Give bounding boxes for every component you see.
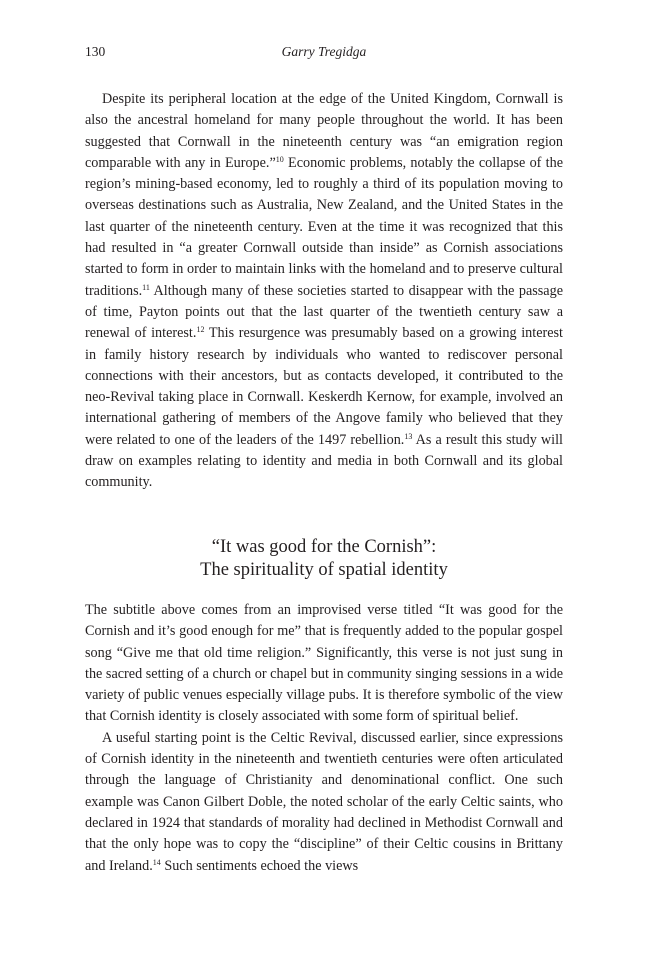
- section-heading-line1: “It was good for the Cornish”:: [211, 537, 437, 557]
- paragraph: [85, 600, 563, 728]
- section2-body: [85, 600, 563, 877]
- text-run: Despite its peripheral location at the edge of the United Kingdom, Cornwall is also the ancestral homeland for many people throughout the world. It has been suggested that Cornwall in the nineteenth century was “an emigration region comparable with any in Europe.”: [85, 91, 563, 171]
- paragraph: [85, 89, 563, 494]
- running-head: Garry Tregidga: [281, 44, 367, 59]
- footnote-ref: 12: [196, 325, 205, 335]
- text-run: The subtitle above comes from an improvised verse titled “It was good for the Cornish and it’s good enough for me” that is frequently added to the popular gospel song “Give me that old time religion.” Significantly, this verse is not just sung in the sacred setting of a church or chapel but in community singing sessions in a wide variety of public venues especially village pubs. It is therefore symbolic of the view that Cornish identity is closely associated with some form of spiritual belief.: [85, 602, 563, 725]
- paragraph: [85, 728, 563, 877]
- page-number: 130: [85, 44, 106, 59]
- footnote-ref: 10: [275, 154, 284, 164]
- text-run: Such sentiments echoed the views: [160, 857, 359, 874]
- footnote-ref: 14: [152, 857, 161, 867]
- section1-body: [85, 89, 563, 494]
- section-heading-line2: The spirituality of spatial identity: [200, 560, 448, 580]
- footnote-ref: 13: [404, 431, 413, 441]
- text-run: Although many of these societies started to disappear with the passage of time, Payton points out that the last quarter of the twentieth century saw a renewal of interest.: [85, 282, 563, 342]
- text-run: A useful starting point is the Celtic Revival, discussed earlier, since expressions of Cornish identity in the nineteenth and twentieth centuries were often articulated through the language of Christianity and denominational conflict. One such example was Canon Gilbert Doble, the noted scholar of the early Celtic saints, who declared in 1924 that standards of morality had declined in Methodist Cornwall and that the only hope was to copy the “discipline” of their Celtic cousins in Brittany and Ireland.: [85, 729, 563, 874]
- text-run: Economic problems, notably the collapse of the region’s mining-based economy, led to roughly a third of its population moving to overseas destinations such as Australia, New Zealand, and the United States in the last quarter of the nineteenth century. Even at the time it was recognized that this had resulted in “a greater Cornwall outside than inside” as Cornish associations started to form in order to maintain links with the homeland and to preserve cultural traditions.: [85, 154, 564, 299]
- text-run: As a result this study will draw on examples relating to identity and media in both Cornwall and its global community.: [85, 431, 563, 491]
- section-heading: [85, 536, 563, 582]
- text-run: This resurgence was presumably based on a growing interest in family history research by individuals who wanted to rediscover personal connections with their ancestors, but as contacts developed, it contributed to the neo-Revival taking place in Cornwall. Keskerdh Kernow, for example, involved an international gathering of members of the Angove family who believed that they were related to one of the leaders of the 1497 rebellion.: [85, 325, 563, 448]
- footnote-ref: 11: [142, 282, 150, 292]
- page-header: [85, 44, 563, 64]
